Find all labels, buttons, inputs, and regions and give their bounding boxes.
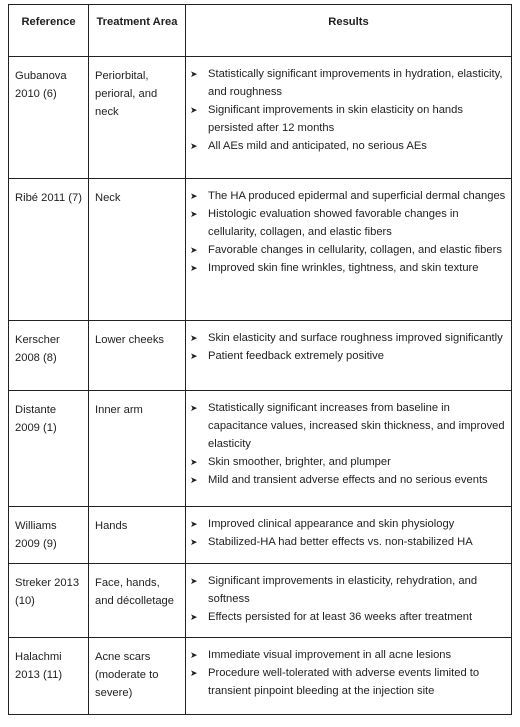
- result-text: Patient feedback extremely positive: [208, 350, 384, 362]
- result-text: The HA produced epidermal and superficial dermal changes: [208, 190, 506, 202]
- result-text: Improved skin fine wrinkles, tightness, and skin texture: [208, 262, 479, 274]
- result-item: [190, 205, 509, 241]
- result-text: Improved clinical appearance and skin physiology: [208, 518, 455, 530]
- results-cell: [186, 391, 512, 507]
- result-item: [190, 646, 509, 664]
- reference-cell: Gubanova 2010 (6): [9, 57, 89, 179]
- results-cell: [186, 321, 512, 391]
- result-text: Histologic evaluation showed favorable changes in cellularity, collagen, and elastic fibers: [208, 208, 459, 238]
- results-cell: [186, 57, 512, 179]
- table-row: [9, 57, 512, 179]
- arrowhead-bullet-icon: ➤: [190, 475, 198, 485]
- result-item: [190, 664, 509, 700]
- result-item: [190, 608, 509, 626]
- results-list: [190, 399, 509, 489]
- table-row: [9, 564, 512, 638]
- result-text: Significant improvements in elasticity, rehydration, and softness: [208, 575, 478, 605]
- reference-cell: Ribé 2011 (7): [9, 179, 89, 321]
- result-item: [190, 347, 509, 365]
- result-item: [190, 399, 509, 453]
- reference-cell: Kerscher 2008 (8): [9, 321, 89, 391]
- arrowhead-bullet-icon: ➤: [190, 457, 198, 467]
- arrowhead-bullet-icon: ➤: [190, 333, 198, 343]
- result-item: [190, 187, 509, 205]
- header-results: Results: [186, 5, 512, 57]
- treatment-area-cell: Hands: [89, 507, 186, 564]
- results-cell: [186, 507, 512, 564]
- result-text: Statistically significant increases from baseline in capacitance values, increased skin thickness, and improved elasticity: [208, 402, 505, 450]
- results-list: [190, 572, 509, 626]
- results-list: [190, 65, 509, 155]
- arrowhead-bullet-icon: ➤: [190, 69, 198, 79]
- treatment-area-cell: Face, hands, and décolletage: [89, 564, 186, 638]
- arrowhead-bullet-icon: ➤: [190, 403, 198, 413]
- result-item: [190, 572, 509, 608]
- reference-cell: Williams 2009 (9): [9, 507, 89, 564]
- result-text: Favorable changes in cellularity, collagen, and elastic fibers: [208, 244, 502, 256]
- result-item: [190, 329, 509, 347]
- table-row: [9, 321, 512, 391]
- arrowhead-bullet-icon: ➤: [190, 612, 198, 622]
- results-list: [190, 646, 509, 700]
- result-text: Skin elasticity and surface roughness improved significantly: [208, 332, 503, 344]
- arrowhead-bullet-icon: ➤: [190, 650, 198, 660]
- treatment-area-cell: Lower cheeks: [89, 321, 186, 391]
- treatment-area-cell: Periorbital, perioral, and neck: [89, 57, 186, 179]
- arrowhead-bullet-icon: ➤: [190, 668, 198, 678]
- results-cell: [186, 638, 512, 715]
- treatment-area-cell: Neck: [89, 179, 186, 321]
- reference-cell: Distante 2009 (1): [9, 391, 89, 507]
- result-item: [190, 101, 509, 137]
- result-text: All AEs mild and anticipated, no serious AEs: [208, 140, 427, 152]
- table-row: [9, 507, 512, 564]
- reference-cell: Halachmi 2013 (11): [9, 638, 89, 715]
- result-item: [190, 471, 509, 489]
- table-row: [9, 638, 512, 715]
- results-table: [8, 4, 512, 715]
- header-treatment-area: Treatment Area: [89, 5, 186, 57]
- header-row: [9, 5, 512, 57]
- arrowhead-bullet-icon: ➤: [190, 351, 198, 361]
- result-item: [190, 515, 509, 533]
- arrowhead-bullet-icon: ➤: [190, 245, 198, 255]
- result-text: Skin smoother, brighter, and plumper: [208, 456, 391, 468]
- result-text: Procedure well-tolerated with adverse events limited to transient pinpoint bleeding at the injection site: [208, 667, 480, 697]
- table-row: [9, 391, 512, 507]
- result-item: [190, 453, 509, 471]
- treatment-area-cell: Inner arm: [89, 391, 186, 507]
- result-item: [190, 137, 509, 155]
- arrowhead-bullet-icon: ➤: [190, 576, 198, 586]
- result-item: [190, 65, 509, 101]
- result-text: Statistically significant improvements in hydration, elasticity, and roughness: [208, 68, 503, 98]
- reference-cell: Streker 2013 (10): [9, 564, 89, 638]
- arrowhead-bullet-icon: ➤: [190, 191, 198, 201]
- arrowhead-bullet-icon: ➤: [190, 209, 198, 219]
- result-text: Stabilized-HA had better effects vs. non-stabilized HA: [208, 536, 473, 548]
- arrowhead-bullet-icon: ➤: [190, 519, 198, 529]
- result-item: [190, 241, 509, 259]
- results-list: [190, 515, 509, 551]
- arrowhead-bullet-icon: ➤: [190, 141, 198, 151]
- result-text: Mild and transient adverse effects and no serious events: [208, 474, 488, 486]
- header-reference: Reference: [9, 5, 89, 57]
- table-row: [9, 179, 512, 321]
- results-cell: [186, 179, 512, 321]
- arrowhead-bullet-icon: ➤: [190, 263, 198, 273]
- results-cell: [186, 564, 512, 638]
- result-text: Effects persisted for at least 36 weeks after treatment: [208, 611, 473, 623]
- result-text: Immediate visual improvement in all acne lesions: [208, 649, 452, 661]
- result-text: Significant improvements in skin elasticity on hands persisted after 12 months: [208, 104, 463, 134]
- arrowhead-bullet-icon: ➤: [190, 105, 198, 115]
- result-item: [190, 259, 509, 277]
- result-item: [190, 533, 509, 551]
- results-list: [190, 187, 509, 277]
- results-list: [190, 329, 509, 365]
- arrowhead-bullet-icon: ➤: [190, 537, 198, 547]
- treatment-area-cell: Acne scars (moderate to severe): [89, 638, 186, 715]
